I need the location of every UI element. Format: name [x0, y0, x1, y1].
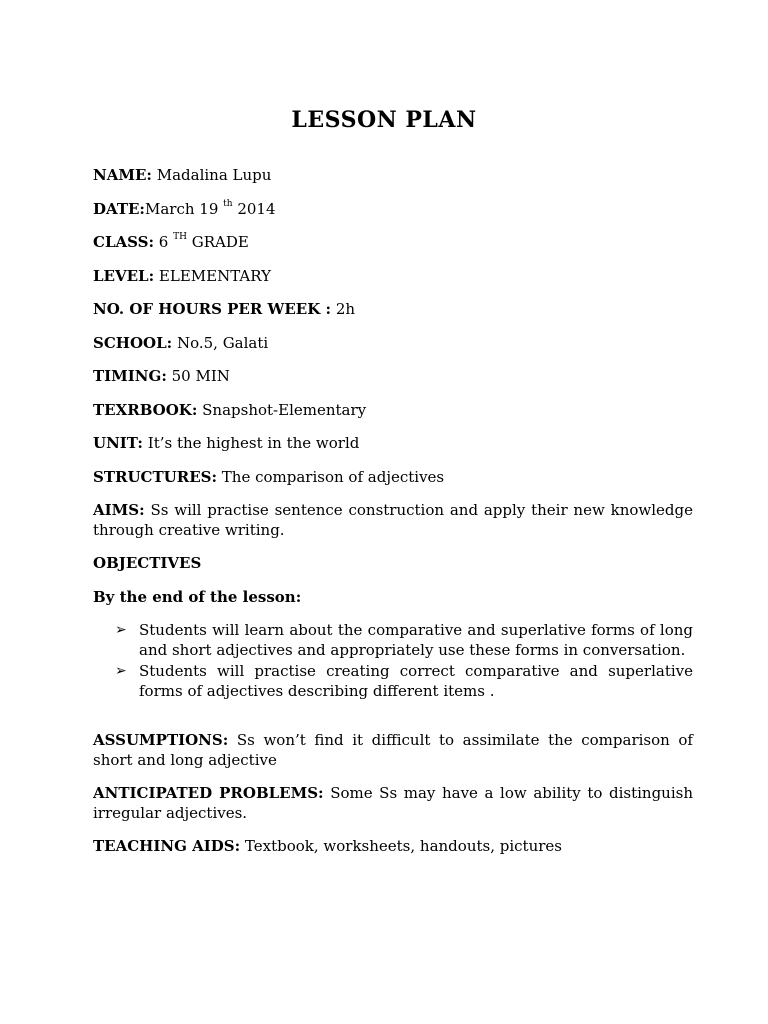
field-hours — [93, 300, 693, 320]
field-label: STRUCTURES: — [93, 467, 217, 486]
field-value: 2h — [335, 300, 356, 318]
field-value: No.5, Galati — [176, 333, 269, 352]
list-item — [93, 662, 693, 701]
objective-text: Students will learn about the comparative and superlative forms of long and short adjectives and appropriately use these forms in conversation. — [139, 621, 693, 659]
field-value: The comparison of adjectives — [221, 467, 445, 486]
field-value: Ss will practise sentence construction and apply their new knowledge through creative writing. — [93, 501, 693, 539]
field-value: Madalina Lupu — [156, 166, 272, 184]
field-value: 50 MIN — [171, 367, 230, 385]
objectives-list — [93, 621, 693, 701]
field-value: It’s the highest in the world — [147, 434, 360, 452]
field-value: 6 — [158, 233, 169, 251]
page-title: LESSON PLAN — [291, 107, 477, 133]
arrow-bullet-icon: ➢ — [115, 663, 127, 679]
ordinal-suffix: TH — [173, 232, 187, 242]
field-textbook — [93, 401, 693, 421]
field-label: UNIT: — [93, 434, 143, 452]
field-value: ELEMENTARY — [158, 266, 271, 285]
field-value: Textbook, worksheets, handouts, pictures — [244, 837, 562, 855]
field-date — [93, 200, 693, 220]
ordinal-suffix: th — [223, 198, 233, 209]
arrow-bullet-icon: ➢ — [115, 622, 127, 638]
field-aims — [93, 501, 693, 540]
field-label: TIMING: — [93, 367, 167, 385]
field-label: TEACHING AIDS: — [93, 837, 241, 855]
field-class — [93, 233, 693, 253]
field-label: LEVEL: — [93, 266, 155, 285]
field-school — [93, 334, 693, 354]
field-label: ASSUMPTIONS: — [93, 731, 229, 749]
field-label: NAME: — [93, 166, 152, 184]
list-item — [93, 621, 693, 660]
field-timing — [93, 367, 693, 387]
field-label: SCHOOL: — [93, 333, 173, 352]
field-value: Snapshot-Elementary — [202, 400, 367, 419]
field-label: CLASS: — [93, 233, 154, 251]
date-year: 2014 — [237, 199, 276, 218]
field-value: March 19 — [144, 199, 219, 218]
field-label: TEXRBOOK: — [93, 400, 198, 419]
objective-text: Students will practise creating correct comparative and superlative forms of adjectives describing different items . — [139, 662, 693, 700]
field-unit — [93, 434, 693, 454]
objectives-subheading: By the end of the lesson: — [93, 587, 302, 606]
field-label: ANTICIPATED PROBLEMS: — [93, 784, 324, 802]
field-value: Some Ss may have a low ability to distinguish irregular adjectives. — [93, 784, 693, 822]
lesson-details — [93, 166, 693, 871]
field-value: Ss won’t find it difficult to assimilate the comparison of short and long adjective — [93, 731, 693, 769]
field-label: NO. OF HOURS PER WEEK : — [93, 300, 332, 318]
field-structures — [93, 468, 693, 488]
field-label: AIMS: — [93, 501, 145, 519]
field-teaching-aids — [93, 837, 693, 857]
field-anticipated-problems — [93, 784, 693, 823]
field-level — [93, 267, 693, 287]
field-label: DATE: — [93, 199, 145, 218]
objectives-heading: OBJECTIVES — [93, 554, 202, 572]
class-suffix: GRADE — [191, 233, 249, 251]
field-name — [93, 166, 693, 186]
field-assumptions — [93, 731, 693, 770]
